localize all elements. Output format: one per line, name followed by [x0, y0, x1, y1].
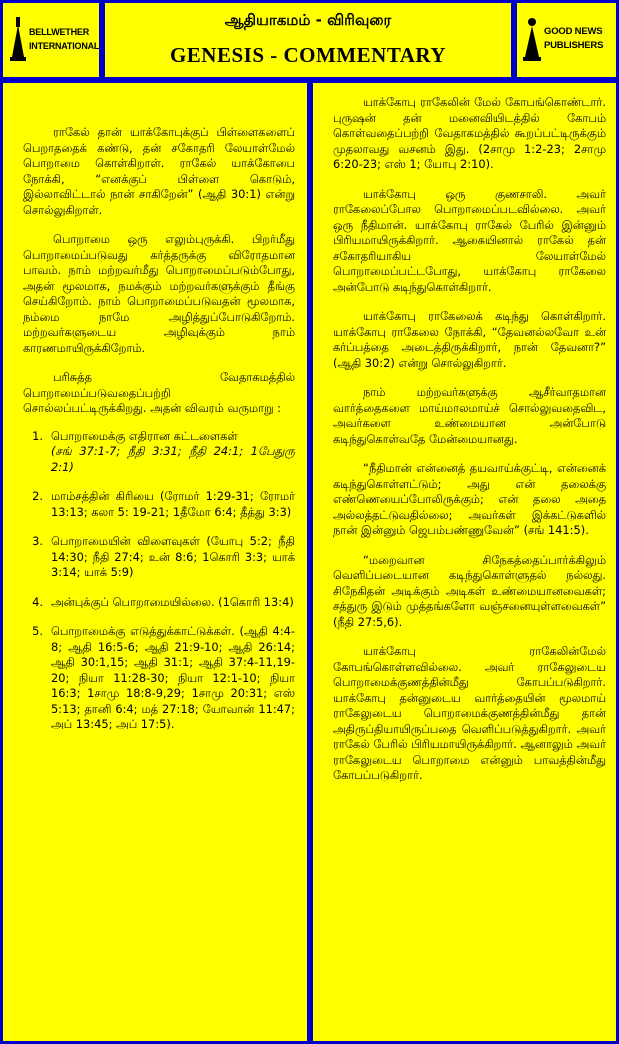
left-column-text — [23, 125, 295, 747]
list-number: 2. — [32, 489, 43, 503]
header-title-box — [102, 0, 514, 80]
list-item — [23, 534, 295, 581]
list-item — [23, 595, 295, 611]
list-text: மாம்சத்தின் கிரியை (ரோமர் 1:29-31; ரோமர் 13:13; கலா 5: 19-21; 1தீமோ 6:4; தீத்து 3:3) — [51, 489, 295, 519]
list-number: 1. — [32, 428, 43, 443]
list-intro: பரிசுத்த வேதாகமத்தில் பொறாமைப்படுவதைப்பற்றி சொல்லப்பட்டிருக்கிறது. அதன் விவரம் வருமாறு : — [23, 370, 295, 415]
bellwether-logo — [0, 0, 102, 80]
quote-paragraph: “மறைவான சிநேகத்தைப்பார்க்கிலும் வெளிப்படையான கடிந்துகொள்ளுதல் நல்லது. சிநேகிதன் அடிக்கும் அடிகள் உண்மையானவைகள்; சத்துரு இடும் முத்தங்களோ வஞ்சனையுள்ளவைகள்” (நீதி 27:5,6). — [333, 552, 606, 629]
list-item — [23, 624, 295, 733]
paragraph: பொறாமை ஒரு எலும்புருக்கி. பிறர்மீது பொறாமைப்படுவது கர்த்தருக்கு விரோதமான பாவம். நாம் மற்றவர்மீது பொறாமைப்படும்போது, அதன் மூலமாக, நமக்கும் மற்றவர்களுக்கும் தீங்கு செய்கிறோம். நாம் பொறாமைப்படுவதன் மூலமாக, நம்மை நாமே அழித்துப்போடுகிறோம். மற்றவர்களுடைய அழிவுக்கும் நாம் காரணமாயிருக்கிறோம். — [23, 232, 295, 355]
paragraph: யாக்கோபு ராகேலின்மேல் கோபங்கொள்ளவில்லை. அவர் ராகேலுடைய பொறாமைக்குணத்தின்மீது கோபப்படுகிறார். யாக்கோபு தன்னுடைய வார்த்தையின் மூலமாய் ராகேலுடைய பொறாமைக்குணத்தின்மீது தான் அதிருப்தியாயிருப்பதை வெளிப்படுத்துகிறார். அவர் ராகேல் பேரில் பிரியமாயிருக்கிறார். ஆனாலும் அவர் ராகேலுடைய பொறாமை என்னும் பாவத்தின்மீது கோபப்படுகிறார். — [333, 644, 606, 782]
list-number: 3. — [32, 534, 43, 548]
good-news-logo — [514, 0, 619, 80]
quote-paragraph: “நீதிமான் என்னைத் தயவாய்க்குட்டி, என்னைக் கடிந்துகொள்ளட்டும்; அது என் தலைக்கு எண்ணெயைப்போலிருக்கும்; என் தலை அதை அல்லத்தட்டுவதில்லை; அவர்கள் இக்கட்டுகளில் நான் இன்னும் ஜெபம்பண்ணுவேன்” (சங் 141:5). — [333, 461, 606, 537]
bellwether-logo-icon — [10, 17, 26, 61]
list-text: அன்புக்குப் பொறாமையில்லை. (1கொரி 13:4) — [51, 594, 294, 609]
paragraph: யாக்கோபு ஒரு குணசாலி. அவர் ராகேலைப்போல பொறாமைப்படவில்லை. அவர் ஒரு நீதிமான். யாக்கோபு ராகேல் பேரில் இன்னும் பிரியமாயிருக்கிறார். ஆகையினால் ராகேல் தன் சகோதரியாகிய லேயாள்மேல் பொறாமைப்பட்டபோது, யாக்கோபு ராகேலை அன்போடு கடிந்துகொள்கிறார். — [333, 186, 606, 294]
good-news-logo-icon — [523, 17, 541, 61]
list-text: பொறாமைக்கு எதிரான கட்டளைகள் — [51, 428, 238, 443]
paragraph: நாம் மற்றவர்களுக்கு ஆசீர்வாதமான வார்த்தைகளை மாய்மாலமாய்ச் சொல்லுவதைவிட, அவர்களை உண்மையான அன்போடு கடிந்துகொள்வதே மேன்மையானது. — [333, 385, 606, 446]
paragraph: யாக்கோபு ராகேலின் மேல் கோபங்கொண்டார். புருஷன் தன் மனைவியிடத்தில் கோபம் கொள்வதைப்பற்றி வேதாகமத்தில் கூறப்பட்டிருக்கும் முதலாவது வசனம் இது. (2சாமு 1:2-23; 2சாமு 6:20-23; எஸ் 1; யோபு 2:10). — [333, 95, 606, 171]
right-logo-line2: PUBLISHERS — [544, 40, 604, 51]
page-title-english: GENESIS - COMMENTARY — [169, 43, 447, 67]
list-number: 5. — [32, 624, 43, 638]
left-logo-line1: BELLWETHER — [29, 27, 89, 37]
list-number: 4. — [32, 594, 43, 609]
paragraph: யாக்கோபு ராகேலைக் கடிந்து கொள்கிறார். யாக்கோபு ராகேலை நோக்கி, “தேவனல்லவோ உன் கர்ப்பத்தை அடைத்திருக்கிறார், நான் தேவனா?” (ஆதி 30:2) என்று சொல்லுகிறார். — [333, 309, 606, 370]
left-logo-line2: INTERNATIONAL — [29, 41, 100, 51]
left-column — [0, 80, 310, 1044]
right-column — [310, 80, 619, 1044]
page-title-tamil: ஆதியாகமம் - விரிவுரை — [224, 11, 392, 29]
list-text: பொறாமைக்கு எடுத்துக்காட்டுக்கள். (ஆதி 4:4-8; ஆதி 16:5-6; ஆதி 21:9-10; ஆதி 26:14; ஆதி 30:1,15; ஆதி 31:1; ஆதி 37:4-11,19-20; நியா 11:28-30; நியா 12:1-10; நியா 16:3; 1சாமு 18:8-9,29; 1சாமு 20:31; எஸ் 5:13; தானி 6:4; மத் 27:18; யோவான் 11:47; அப் 13:45; அப் 17:5). — [51, 624, 295, 731]
list-refs: (சங் 37:1-7; நீதி 3:31; நீதி 24:1; 1பேதுரு 2:1) — [51, 444, 295, 474]
list-item — [23, 489, 295, 520]
points-list — [23, 429, 295, 733]
list-item — [23, 429, 295, 476]
paragraph: ராகேல் தான் யாக்கோபுக்குப் பிள்ளைகளைப் பெறாததைக் கண்டு, தன் சகோதரி லேயாள்மேல் பொறாமை கொள்கிறாள். ராகேல் யாக்கோபை நோக்கி, “எனக்குப் பிள்ளை கொடும், இல்லாவிட்டால் நான் சாகிறேன்” (ஆதி 30:1) என்று சொல்லுகிறாள். — [23, 125, 295, 217]
right-column-text — [333, 95, 606, 798]
list-text: பொறாமையின் விளைவுகள் (யோபு 5:2; நீதி 14:30; நீதி 27:4; உன் 8:6; 1கொரி 3:3; யாக் 3:14; யாக் 5:9) — [51, 534, 295, 579]
right-logo-line1: GOOD NEWS — [544, 26, 603, 37]
